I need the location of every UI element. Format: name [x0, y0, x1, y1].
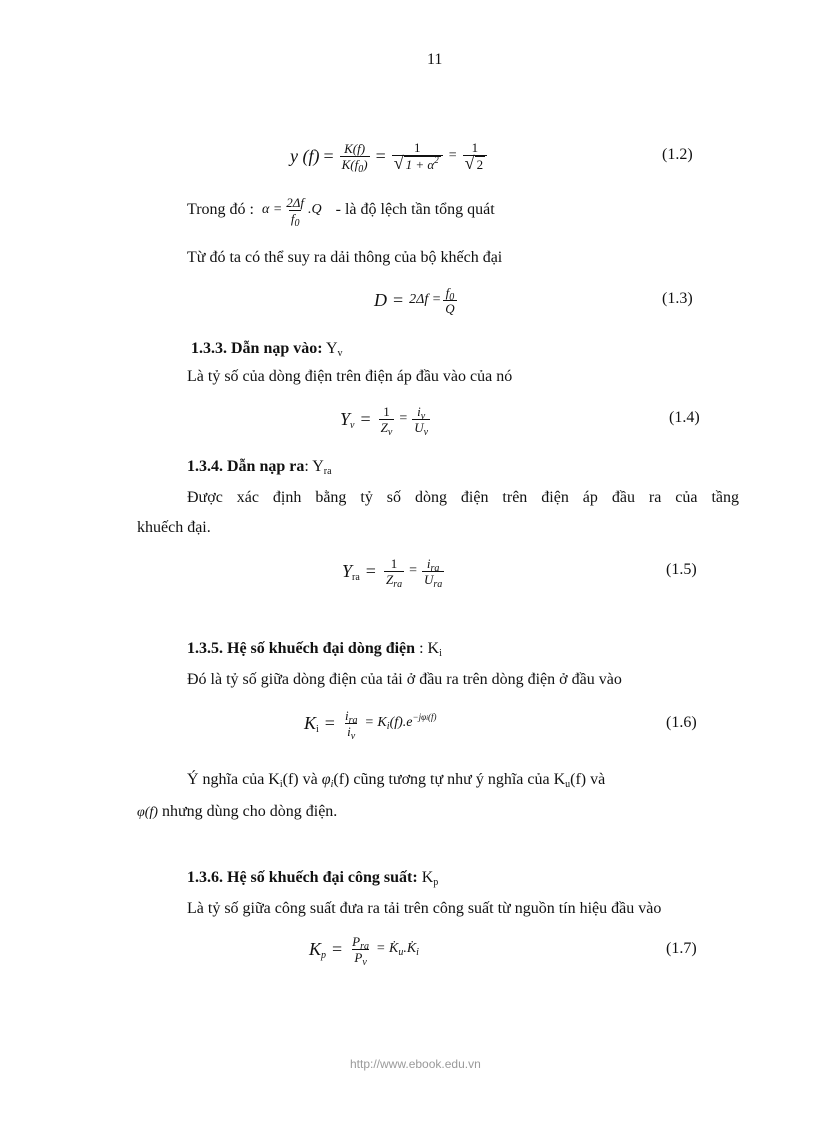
paragraph-1-3-4-line2: khuếch đại.	[137, 519, 211, 536]
eq12-fraction-k: $\frac{K(f)}{K(f_0)}$	[341, 140, 368, 175]
page-number: 11	[427, 51, 443, 68]
equation-number-1-6: (1.6)	[666, 714, 697, 731]
paragraph-1-3-5: Đó là tỷ số giữa dòng điện của tải ở đầu ra trên dòng điện ở đầu vào	[187, 671, 622, 688]
paragraph-bandwidth: Từ đó ta có thể suy ra dải thông của bộ khếch đại	[187, 249, 503, 266]
paragraph-meaning: Ý nghĩa của $K_i(f)$ và $\varphi_i(f)$ cũng tương tự như ý nghĩa của $K_u(f)$ và	[187, 771, 606, 790]
equation-1-4: $Y_v$ = $\frac{1}{Z_v}$ = $\frac{i_v}{U_v}$	[340, 403, 429, 438]
eq12-fraction-sqrt: $\frac{1}{√ 1 + \alpha^2}$	[392, 140, 443, 172]
eq12-lhs: y (f)	[290, 145, 320, 166]
equation-number-1-3: (1.3)	[662, 290, 693, 307]
eq12-fraction-sqrt2: $\frac{1}{√ 2}$	[463, 140, 487, 172]
equation-1-2: y (f) = $\frac{K(f)}{K(f_0)}$ = $\frac{1}{√ 1 + \alpha^2}$ = $\frac{1}{√ 2}$	[290, 132, 489, 180]
heading-1-3-3: 1.3.3. Dẫn nạp vào: $Y_v$	[191, 340, 343, 359]
equation-number-1-2: (1.2)	[662, 146, 693, 163]
heading-1-3-5: 1.3.5. Hệ số khuếch đại dòng điện : $K_i$	[187, 640, 442, 659]
equation-number-1-4: (1.4)	[669, 409, 700, 426]
heading-1-3-4: 1.3.4. Dẫn nạp ra: $Y_{ra}$	[187, 458, 332, 477]
footer-url: http://www.ebook.edu.vn	[350, 1057, 481, 1071]
paragraph-1-3-4-line1: Được xác định bằng tỷ số dòng điện trên điện áp đầu ra của tầng	[187, 489, 739, 506]
equation-1-5: $Y_{ra}$ = $\frac{1}{Z_{ra}}$ = $\frac{i_{ra}}{U_{ra}}$	[342, 555, 443, 590]
paragraph-phi: φ(f) nhưng dùng cho dòng điện.	[137, 803, 338, 820]
equation-1-7: $K_p$ = $\frac{P_{ra}}{P_v}$ = $K̇_u.K̇_i$	[309, 933, 419, 968]
equation-1-3: D = 2Δf = $\frac{f_0}{Q}$	[374, 284, 455, 316]
equation-1-6: $K_i$ = $\frac{i_{ra}}{i_v}$ = $K_i(f).e^{-j\varphi i(f)}$	[304, 707, 437, 742]
equation-number-1-7: (1.7)	[666, 940, 697, 957]
paragraph-1-3-3: Là tỷ số của dòng điện trên điện áp đầu vào của nó	[187, 368, 513, 385]
heading-1-3-6: 1.3.6. Hệ số khuếch đại công suất: $K_p$	[187, 869, 439, 888]
equation-number-1-5: (1.5)	[666, 561, 697, 578]
paragraph-1-3-6: Là tỷ số giữa công suất đưa ra tải trên công suất từ nguồn tín hiệu đầu vào	[187, 900, 662, 917]
alpha-definition: Trong đó : α = $\frac{2\Delta f}{f_0}$ .Q - là độ lệch tần tổng quát	[187, 194, 495, 229]
